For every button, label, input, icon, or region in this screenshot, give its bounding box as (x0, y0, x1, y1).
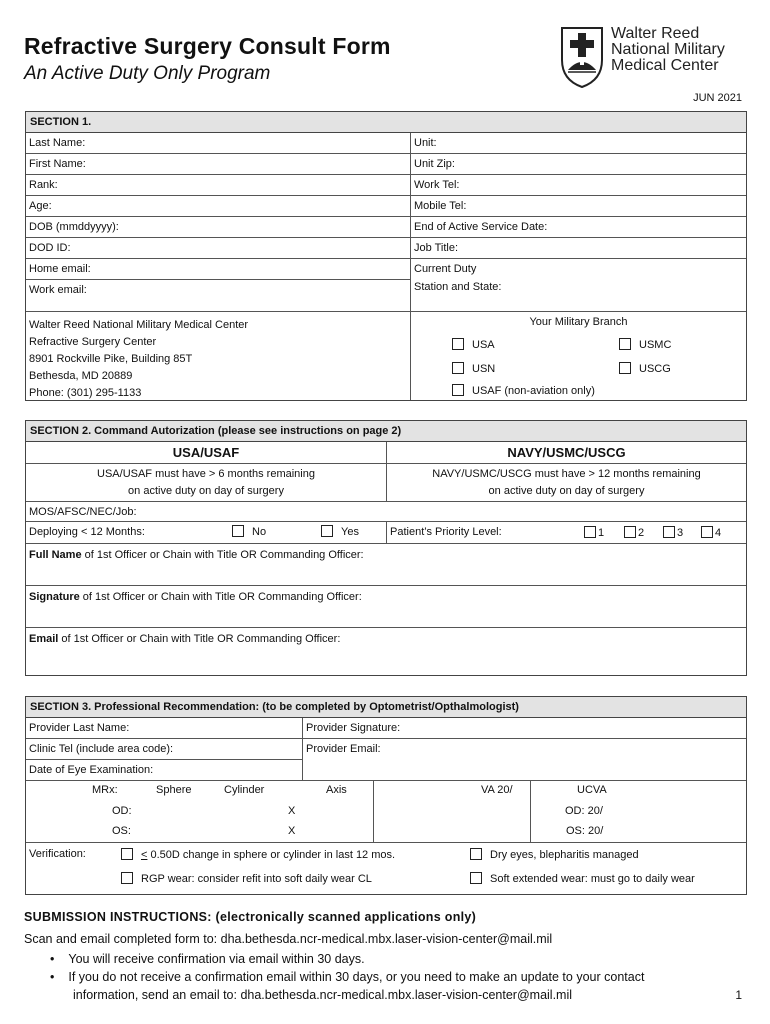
usn-checkbox[interactable] (452, 362, 464, 374)
clinic-tel-field[interactable]: Clinic Tel (include area code): (29, 743, 174, 755)
section-3-heading: SECTION 3. Professional Recommendation: (to be completed by Optometrist/Opthalmologist) (26, 697, 746, 718)
priority-1[interactable]: 1 (584, 523, 604, 543)
section-3 (25, 696, 747, 895)
first-name-field[interactable]: First Name: (29, 158, 86, 170)
usaf-checkbox[interactable] (452, 384, 464, 396)
ucva-label: UCVA (577, 784, 607, 796)
form-subtitle: An Active Duty Only Program (24, 63, 271, 84)
branch-usmc[interactable]: USMC (619, 338, 671, 351)
mobile-tel-field[interactable]: Mobile Tel: (414, 200, 467, 212)
age-field[interactable]: Age: (29, 200, 52, 212)
priority-4-checkbox[interactable] (701, 526, 713, 538)
verify-dry-eyes-checkbox[interactable] (470, 848, 482, 860)
branch-uscg[interactable]: USCG (619, 362, 671, 375)
branch-usaf[interactable]: USAF (non-aviation only) (452, 384, 595, 397)
last-name-field[interactable]: Last Name: (29, 137, 86, 149)
branch-usa[interactable]: USA (452, 338, 495, 351)
priority-1-checkbox[interactable] (584, 526, 596, 538)
mos-field[interactable]: MOS/AFSC/NEC/Job: (29, 506, 137, 518)
list-item: • You will receive confirmation via email within 30 days. (50, 950, 644, 968)
verify-soft-extended[interactable]: Soft extended wear: must go to daily wear (470, 872, 695, 885)
unit-field[interactable]: Unit: (414, 137, 437, 149)
mrx-block (26, 781, 746, 843)
verify-soft-extended-checkbox[interactable] (470, 872, 482, 884)
org-name: Walter Reed National Military Medical Center (611, 25, 725, 74)
verification-block (26, 843, 746, 893)
od-label: OD: (112, 805, 132, 817)
section-2-heading: SECTION 2. Command Autorization (please see instructions on page 2) (26, 421, 746, 442)
home-email-field[interactable]: Home email: (29, 263, 91, 275)
deploy-yes-checkbox[interactable] (321, 525, 333, 537)
deploy-no-option[interactable]: No (232, 522, 266, 542)
job-title-field[interactable]: Job Title: (414, 242, 459, 254)
submission-instructions-line: Scan and email completed form to: dha.bethesda.ncr-medical.mbx.laser-vision-center@mail.mil (24, 932, 553, 946)
provider-signature-field[interactable]: Provider Signature: (306, 722, 401, 734)
provider-last-name-field[interactable]: Provider Last Name: (29, 722, 130, 734)
unit-zip-field[interactable]: Unit Zip: (414, 158, 455, 170)
od-x-mark: X (288, 805, 296, 817)
verify-rgp-wear-checkbox[interactable] (121, 872, 133, 884)
usa-checkbox[interactable] (452, 338, 464, 350)
deploy-no-checkbox[interactable] (232, 525, 244, 537)
officer-signature-field[interactable]: Signature of 1st Officer or Chain with Title OR Commanding Officer: (29, 591, 362, 603)
uscg-checkbox[interactable] (619, 362, 631, 374)
current-duty-field[interactable]: Current Duty Station and State: (414, 263, 502, 293)
instructions-list (50, 950, 644, 1004)
deploying-label: Deploying < 12 Months: (29, 526, 145, 538)
od-ucva-field[interactable]: OD: 20/ (565, 805, 603, 817)
usmc-checkbox[interactable] (619, 338, 631, 350)
officer-full-name-field[interactable]: Full Name of 1st Officer or Chain with Title OR Commanding Officer: (29, 549, 364, 561)
dob-field[interactable]: DOB (mmddyyyy): (29, 221, 119, 233)
mrx-label: MRx: (92, 784, 118, 796)
list-item: • If you do not receive a confirmation email within 30 days, or you need to make an update to your contact (50, 968, 644, 986)
sphere-label: Sphere (156, 784, 192, 796)
os-x-mark: X (288, 825, 296, 837)
dod-id-field[interactable]: DOD ID: (29, 242, 71, 254)
priority-2-checkbox[interactable] (624, 526, 636, 538)
list-item: information, send an email to: dha.bethesda.ncr-medical.mbx.laser-vision-center@mail.mil (73, 988, 573, 1002)
work-email-field[interactable]: Work email: (29, 284, 87, 296)
os-label: OS: (112, 825, 131, 837)
deploy-yes-option[interactable]: Yes (321, 522, 359, 542)
branch-usn[interactable]: USN (452, 362, 495, 375)
eas-date-field[interactable]: End of Active Service Date: (414, 221, 548, 233)
priority-2[interactable]: 2 (624, 523, 644, 543)
navy-requirement: NAVY/USMC/USCG must have > 12 months remaining on active duty on day of surgery (386, 464, 746, 501)
section-1-heading: SECTION 1. (26, 112, 746, 133)
form-date: JUN 2021 (693, 92, 742, 104)
priority-4[interactable]: 4 (701, 523, 721, 543)
verify-sphere-change[interactable]: < 0.50D change in sphere or cylinder in last 12 mos. (121, 848, 395, 861)
cylinder-label: Cylinder (224, 784, 265, 796)
verification-label: Verification: (29, 848, 86, 860)
priority-3-checkbox[interactable] (663, 526, 675, 538)
priority-3[interactable]: 3 (663, 523, 683, 543)
military-branch-group (410, 312, 746, 400)
branch-title: Your Military Branch (529, 316, 628, 328)
verify-dry-eyes[interactable]: Dry eyes, blepharitis managed (470, 848, 639, 861)
work-tel-field[interactable]: Work Tel: (414, 179, 460, 191)
verify-rgp-wear[interactable]: RGP wear: consider refit into soft daily wear CL (121, 872, 372, 885)
verify-sphere-change-checkbox[interactable] (121, 848, 133, 860)
section-1 (25, 111, 747, 401)
rank-field[interactable]: Rank: (29, 179, 58, 191)
usa-requirement: USA/USAF must have > 6 months remaining on active duty on day of surgery (97, 468, 315, 497)
navy-usmc-uscg-heading: NAVY/USMC/USCG (386, 442, 746, 463)
usa-usaf-heading: USA/USAF (172, 445, 240, 460)
form-title: Refractive Surgery Consult Form (24, 33, 391, 59)
submission-instructions-title: SUBMISSION INSTRUCTIONS: (electronically scanned applications only) (24, 910, 477, 924)
va-label: VA 20/ (481, 784, 513, 796)
provider-email-field[interactable]: Provider Email: (306, 743, 381, 755)
section-2 (25, 420, 747, 676)
officer-email-field[interactable]: Email of 1st Officer or Chain with Title OR Commanding Officer: (29, 633, 341, 645)
clinic-address: Walter Reed National Military Medical Center Refractive Surgery Center 8901 Rockville Pike, Building 85T Bethesda, MD 20889 Phone: (301) 295-1133 (29, 319, 249, 399)
os-ucva-field[interactable]: OS: 20/ (566, 825, 604, 837)
page-number: 1 (735, 988, 742, 1002)
exam-date-field[interactable]: Date of Eye Examination: (29, 764, 154, 776)
axis-label: Axis (326, 784, 347, 796)
priority-label: Patient’s Priority Level: (390, 526, 502, 538)
